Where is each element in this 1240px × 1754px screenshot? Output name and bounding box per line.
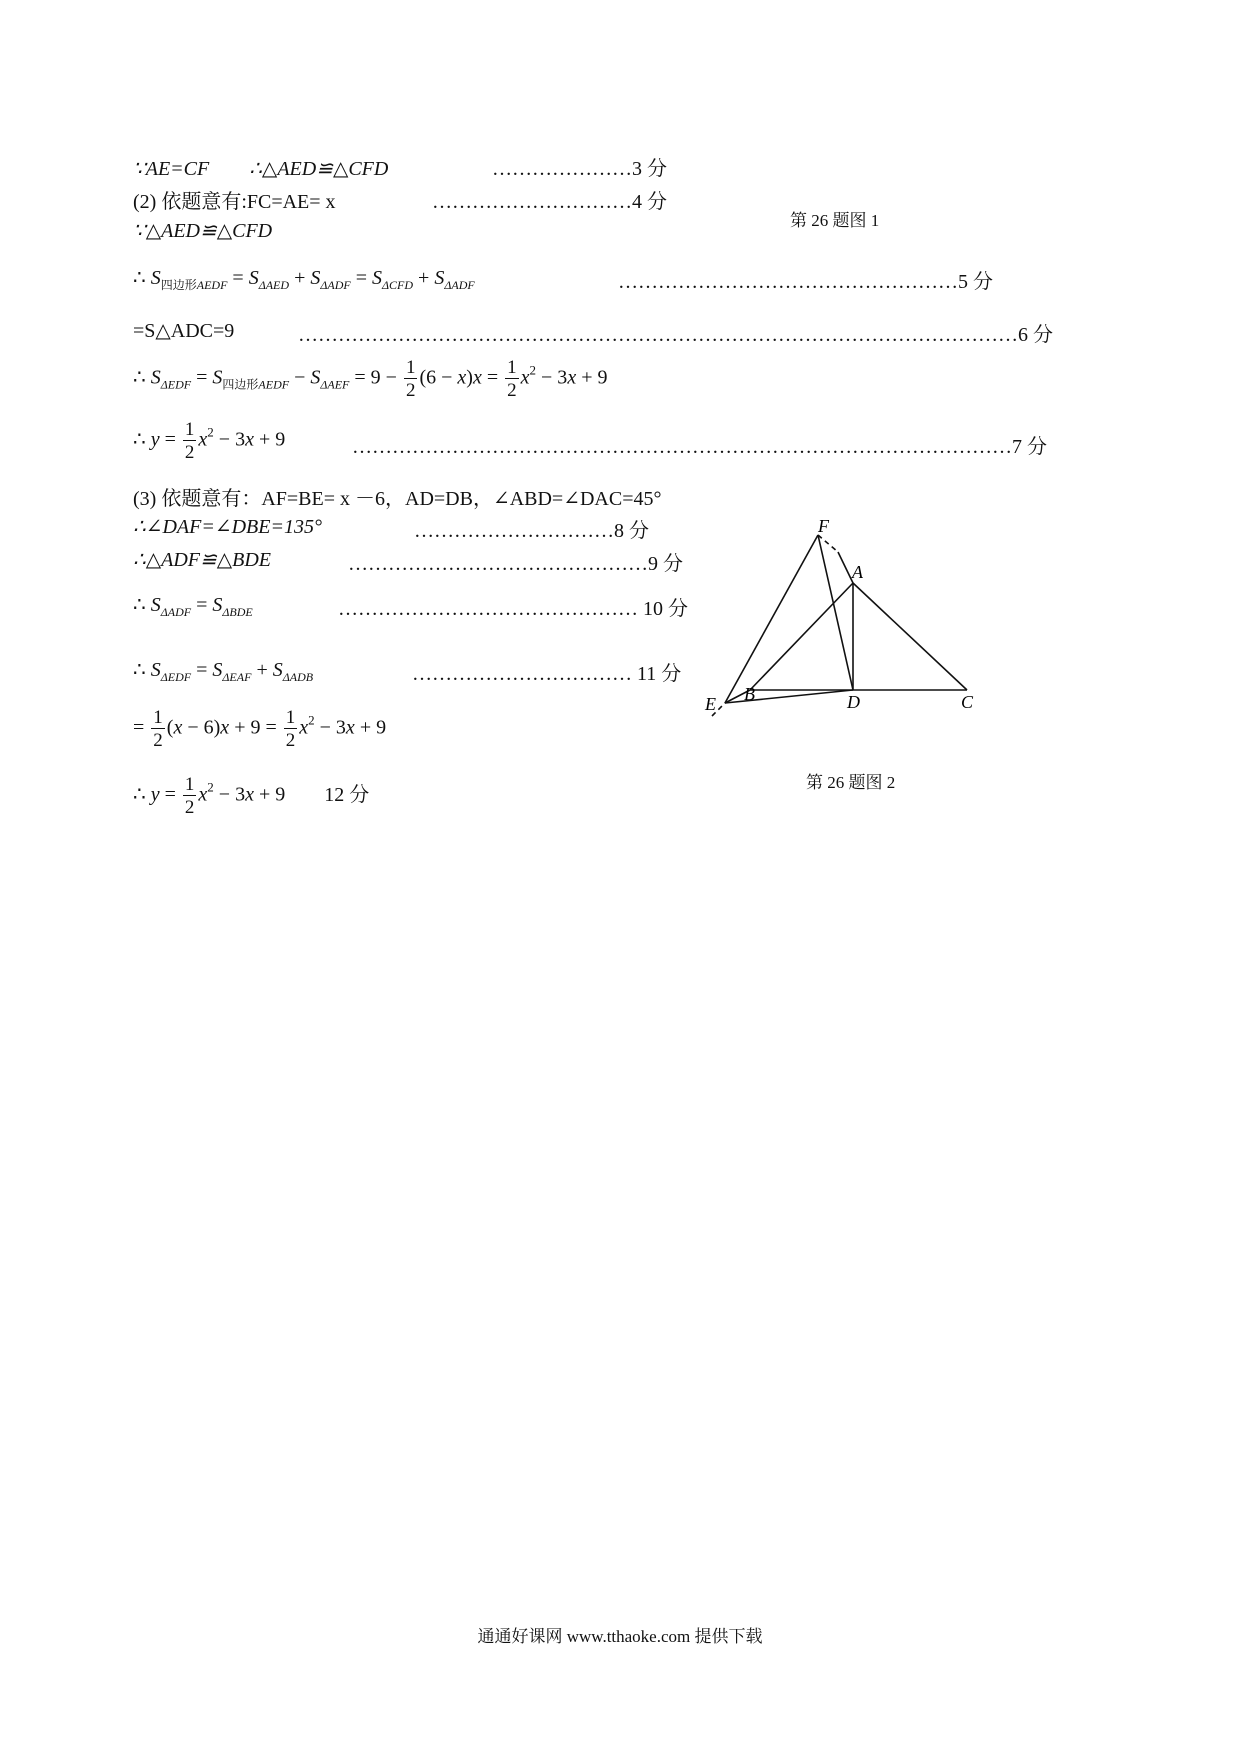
score-5: ……………………………………………5 分: [618, 271, 993, 293]
label-a: A: [852, 562, 863, 582]
score-8: …………………………8 分: [414, 520, 649, 542]
score-4: …………………………4 分: [432, 191, 667, 213]
line-part3: (3) 依题意有：AF=BE= x －6，AD=DB，∠ABD=∠DAC=45°: [133, 488, 662, 510]
line-sadf-sbde: ∴ $S_{\Delta ADF} = S_{\Delta BDE}$: [133, 594, 253, 619]
geometry-figure-2: [690, 520, 980, 750]
label-b: B: [744, 684, 755, 704]
caption-fig1: 第 26 题图 1: [790, 211, 880, 230]
score-11: …………………………… 11 分: [412, 663, 682, 685]
label-d: D: [847, 692, 860, 712]
segment-fa-extend: [838, 552, 853, 583]
score-3: …………………3 分: [492, 158, 667, 180]
line-expansion: = $\frac{1}{2}$ (x − 6)x + 9 = $\frac{1}{2}$ $x^2 - 3x + 9$: [133, 707, 387, 751]
segment-ab: [750, 583, 853, 690]
score-10: ……………………………………… 10 分: [338, 598, 688, 620]
segment-fe: [725, 535, 818, 703]
line-angles: ∴∠DAF=∠DBE=135°: [133, 516, 322, 538]
score-9: ………………………………………9 分: [348, 553, 683, 575]
line-part2: (2) 依题意有:FC=AE= x: [133, 191, 336, 213]
footer: 通通好课网 www.tthaoke.com 提供下载: [477, 1627, 763, 1646]
line-congruent-2: ∴△ADF≌△BDE: [133, 549, 271, 571]
caption-fig2: 第 26 题图 2: [806, 773, 896, 792]
segment-fd: [818, 535, 853, 690]
line-congruent: ∵△AED≌△CFD: [133, 220, 273, 242]
label-e: E: [705, 694, 716, 714]
line-area-sum: ∴ $S_{四边形AEDF} = S_{\Delta AED} + S_{\Delta ADF} = S_{\Delta CFD} + S_{\Delta ADF}$: [133, 267, 475, 292]
line-sedf: ∴ $S_{\Delta EDF} = S_{四边形AEDF} - S_{\Delta AEF} = 9$ − $\frac{1}{2}$ (6 − x)x = $\frac{1}{2}$ $x^2 - 3x + 9$: [133, 357, 608, 401]
label-c: C: [961, 692, 974, 712]
line-y-result-1: ∴ y = $\frac{1}{2}$ $x^2 - 3x + 9$: [133, 419, 286, 463]
line-sedf-sum: ∴ $S_{\Delta EDF} = S_{\Delta EAF} + S_{\Delta ADB}$: [133, 659, 314, 684]
score-7: ………………………………………………………………………………………7 分: [352, 436, 1047, 458]
label-f: F: [818, 520, 829, 536]
segment-ac: [853, 583, 967, 690]
line-y-result-2: ∴ y = $\frac{1}{2}$ $x^2 - 3x + 9$ 12 分: [133, 774, 370, 818]
line-aecf: ∵AE=CF ∴△AED≌△CFD: [133, 158, 389, 180]
line-area-adc: =S△ADC=9: [133, 320, 235, 342]
score-6: ………………………………………………………………………………………………6 分: [298, 324, 1053, 346]
score-12: 12 分: [324, 783, 370, 806]
